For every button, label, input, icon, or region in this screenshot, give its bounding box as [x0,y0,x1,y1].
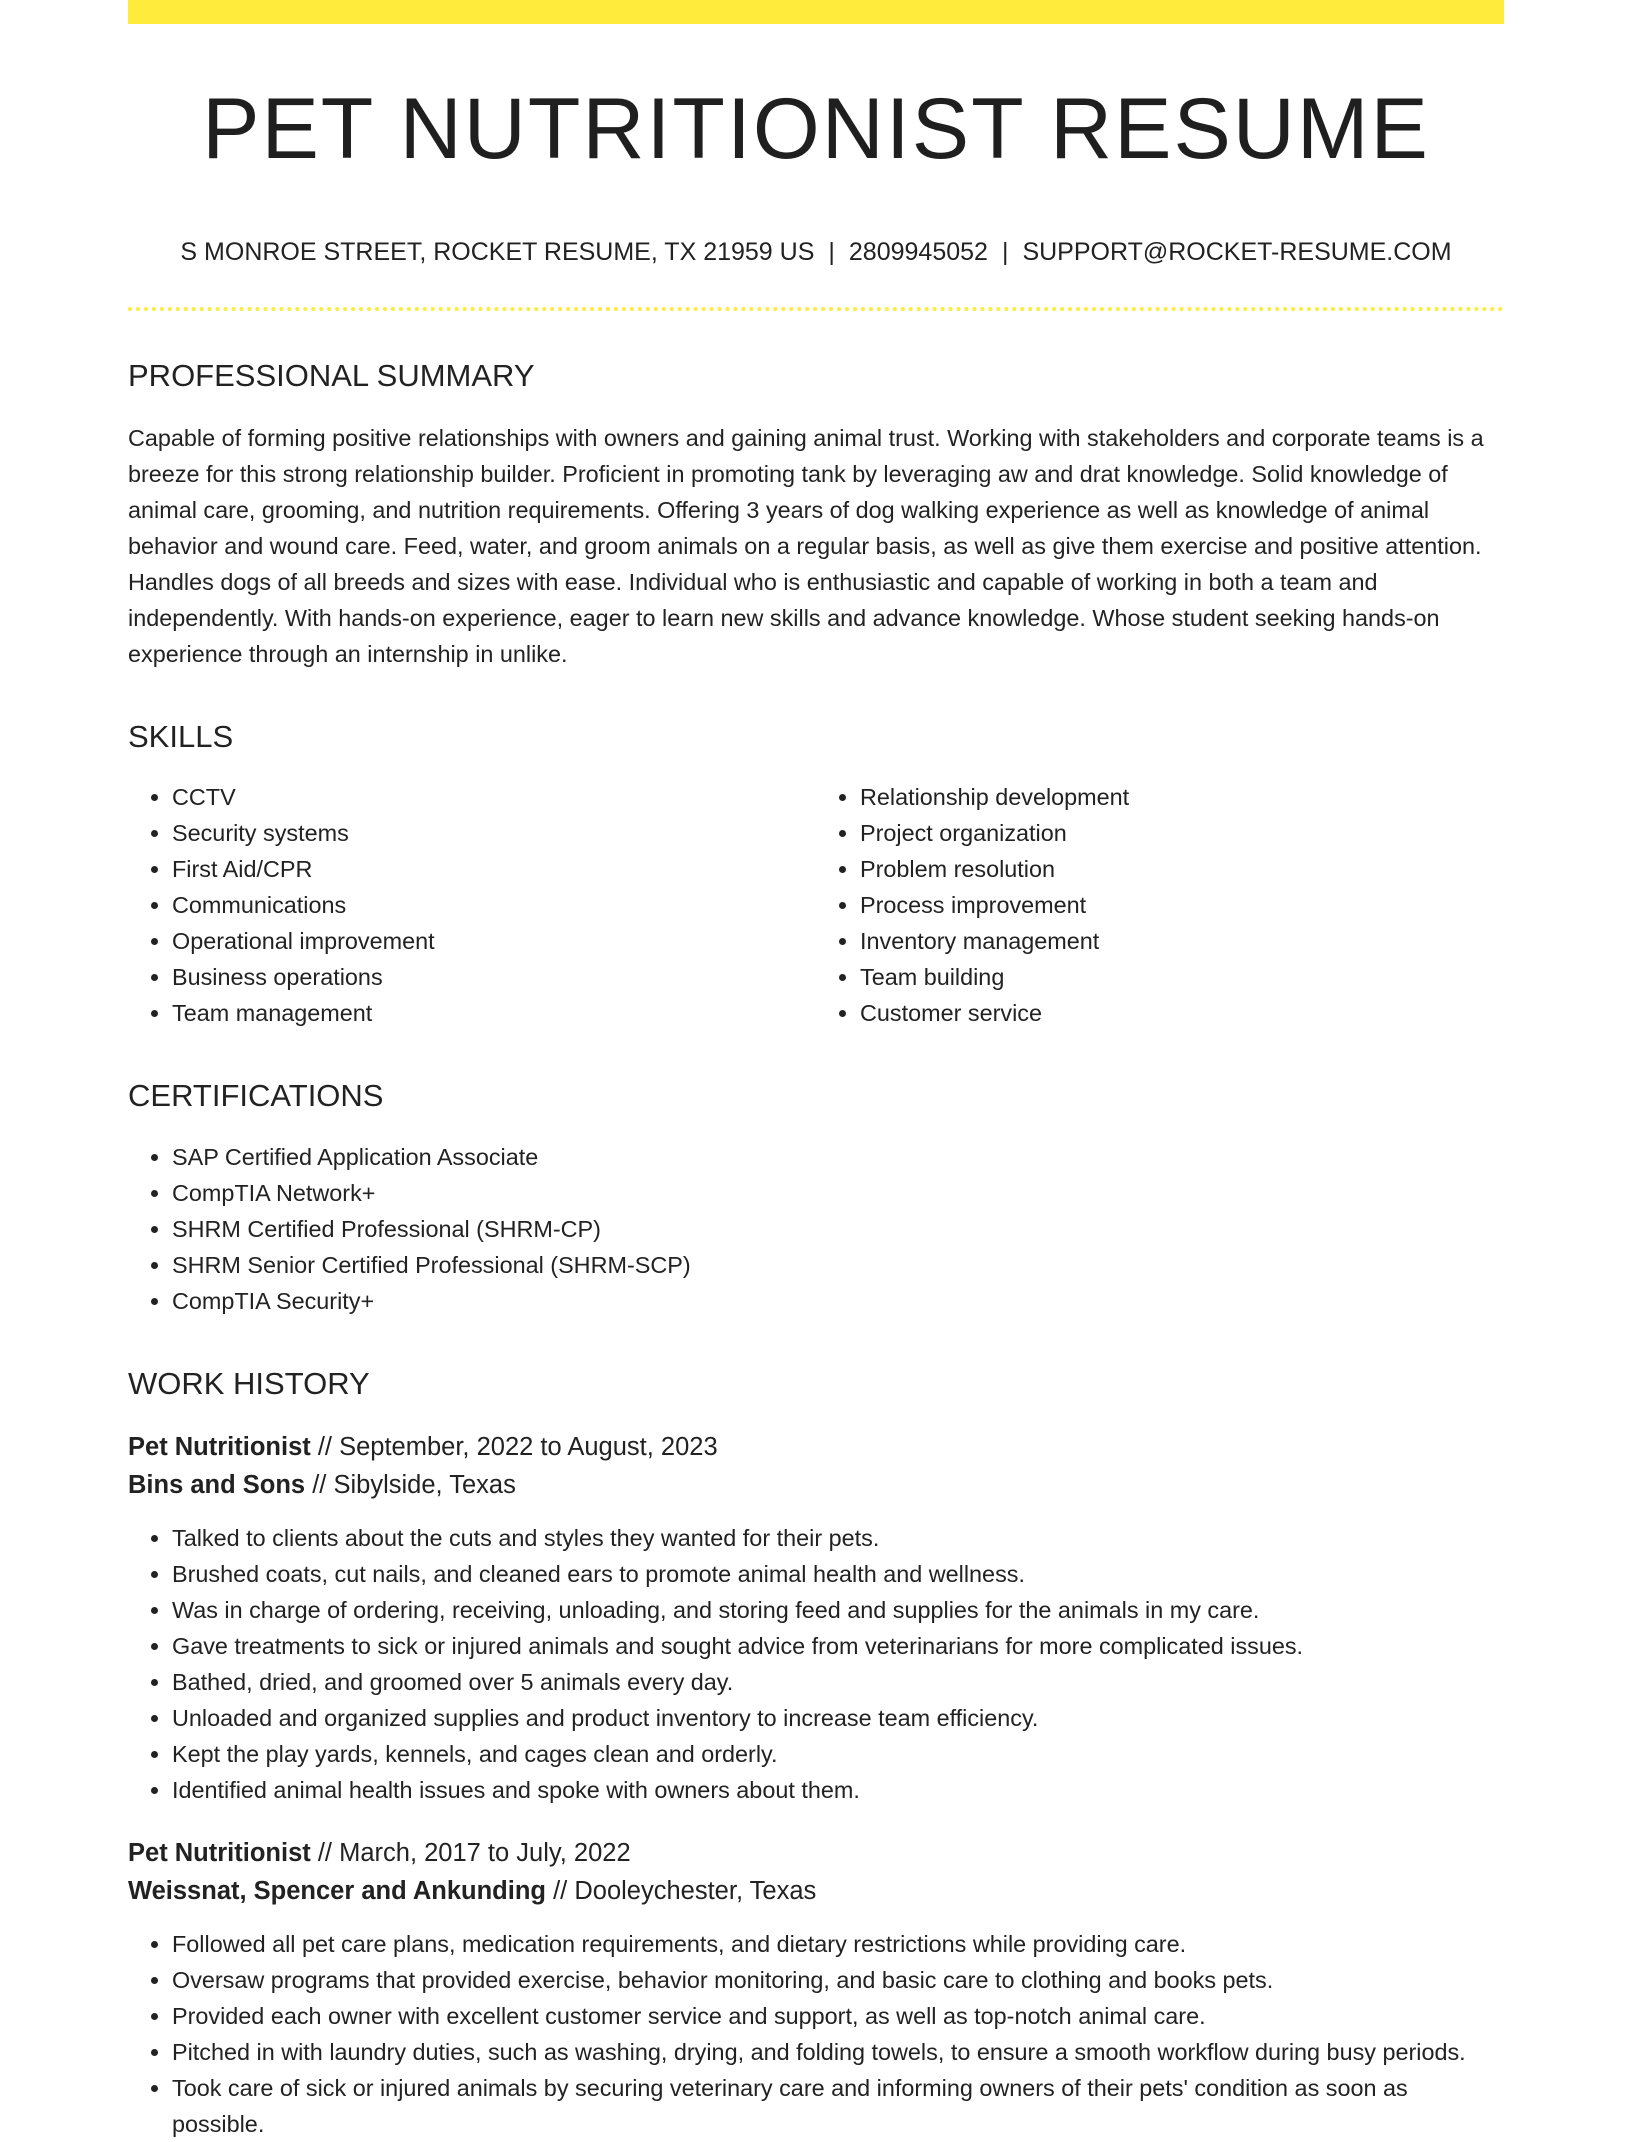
skill-item: • Security systems [172,815,816,851]
job-duty: • Gave treatments to sick or injured animals and sought advice from veterinarians for more complicated issues. [172,1628,1504,1664]
job-duty: • Talked to clients about the cuts and styles they wanted for their pets. [172,1520,1504,1556]
skills-list-right [816,779,1504,1031]
job-duty: • Followed all pet care plans, medication requirements, and dietary restrictions while providing care. [172,1926,1504,1962]
job-location: // Sibylside, Texas [312,1470,516,1499]
skill-item: • Team management [172,995,816,1031]
skill-item: • Team building [860,959,1504,995]
job-duty: • Unloaded and organized supplies and product inventory to increase team efficiency. [172,1700,1504,1736]
skill-item: • Customer service [860,995,1504,1031]
job-duty: • Identified animal health issues and spoke with owners about them. [172,1772,1504,1808]
skill-item: • Business operations [172,959,816,995]
job-title: Pet Nutritionist [128,1432,311,1461]
skill-item: • Operational improvement [172,923,816,959]
skill-item: • Communications [172,887,816,923]
skill-item: • First Aid/CPR [172,851,816,887]
work-history-heading: WORK HISTORY [128,1365,370,1401]
contact-line [128,237,1504,267]
job-company: Weissnat, Spencer and Ankunding [128,1876,546,1905]
certification-item: • SAP Certified Application Associate [172,1139,1504,1175]
job-title-line [128,1428,1504,1466]
job-duty: • Oversaw programs that provided exercise, behavior monitoring, and basic care to clothing and books pets. [172,1962,1504,1998]
contact-separator: | [1001,238,1009,266]
skill-item: • Problem resolution [860,851,1504,887]
summary-section [128,357,1504,672]
certification-item: • SHRM Senior Certified Professional (SHRM-SCP) [172,1247,1504,1283]
job-company-line [128,1466,1504,1504]
certifications-list [128,1139,1504,1319]
job-duty: • Was in charge of ordering, receiving, unloading, and storing feed and supplies for the animals in my care. [172,1592,1504,1628]
job-duty: • Kept the play yards, kennels, and cages clean and orderly. [172,1736,1504,1772]
contact-address: S MONROE STREET, ROCKET RESUME, TX 21959 US [180,238,815,266]
job-duty: • Brushed coats, cut nails, and cleaned ears to promote animal health and wellness. [172,1556,1504,1592]
job-duty: • Took care of sick or injured animals by securing veterinary care and informing owners of their pets' condition as soon as possible. [172,2070,1504,2142]
job-dates: // March, 2017 to July, 2022 [317,1838,631,1867]
resume-title: PET NUTRITIONIST RESUME [202,81,1430,177]
certification-item: • CompTIA Security+ [172,1283,1504,1319]
skills-list-left [128,779,816,1031]
job-company-line [128,1872,1504,1910]
skill-item: • CCTV [172,779,816,815]
contact-email: SUPPORT@ROCKET-RESUME.COM [1022,238,1452,266]
skill-item: • Project organization [860,815,1504,851]
job-duties-list [128,1520,1504,1808]
certification-item: • CompTIA Network+ [172,1175,1504,1211]
job-title-line [128,1834,1504,1872]
accent-top-bar [128,0,1504,24]
skills-grid [128,755,1504,1031]
job-company: Bins and Sons [128,1470,306,1499]
skill-item: • Relationship development [860,779,1504,815]
job-entry [128,1428,1504,1808]
job-title: Pet Nutritionist [128,1838,311,1867]
skill-item: • Process improvement [860,887,1504,923]
contact-separator: | [828,238,835,266]
job-duty: • Provided each owner with excellent customer service and support, as well as top-notch animal care. [172,1998,1504,2034]
job-duties-list [128,1926,1504,2142]
skills-section [128,718,1504,1031]
certifications-heading: CERTIFICATIONS [128,1078,384,1114]
job-duty: • Pitched in with laundry duties, such as washing, drying, and folding towels, to ensure a smooth workflow during busy periods. [172,2034,1504,2070]
summary-heading: PROFESSIONAL SUMMARY [128,358,535,393]
contact-phone: 2809945052 [848,238,988,266]
job-location: // Dooleychester, Texas [553,1876,817,1905]
job-dates: // September, 2022 to August, 2023 [317,1432,718,1461]
certification-item: • SHRM Certified Professional (SHRM-CP) [172,1211,1504,1247]
dotted-divider [128,307,1504,311]
resume-page [128,0,1504,2142]
job-entry [128,1834,1504,2142]
job-duty: • Bathed, dried, and groomed over 5 animals every day. [172,1664,1504,1700]
skill-item: • Inventory management [860,923,1504,959]
work-history-section [128,1365,1504,2142]
skills-heading: SKILLS [128,719,234,755]
summary-text: Capable of forming positive relationships with owners and gaining animal trust. Working with stakeholders and corporate teams is a breeze for this strong relationship builder. Proficient in promoting tank by leveraging aw and drat knowledge. Solid knowledge of animal care, grooming, and nutrition requirements. Offering 3 years of dog walking experience as well as knowledge of animal behavior and wound care. Feed, water, and groom animals on a regular basis, as well as give them exercise and positive attention. Handles dogs of all breeds and sizes with ease. Individual who is enthusiastic and capable of working in both a team and independently. With hands-on experience, eager to learn new skills and advance knowledge. Whose student seeking hands-on experience through an internship in unlike. [128,425,1484,668]
certifications-section [128,1077,1504,1318]
